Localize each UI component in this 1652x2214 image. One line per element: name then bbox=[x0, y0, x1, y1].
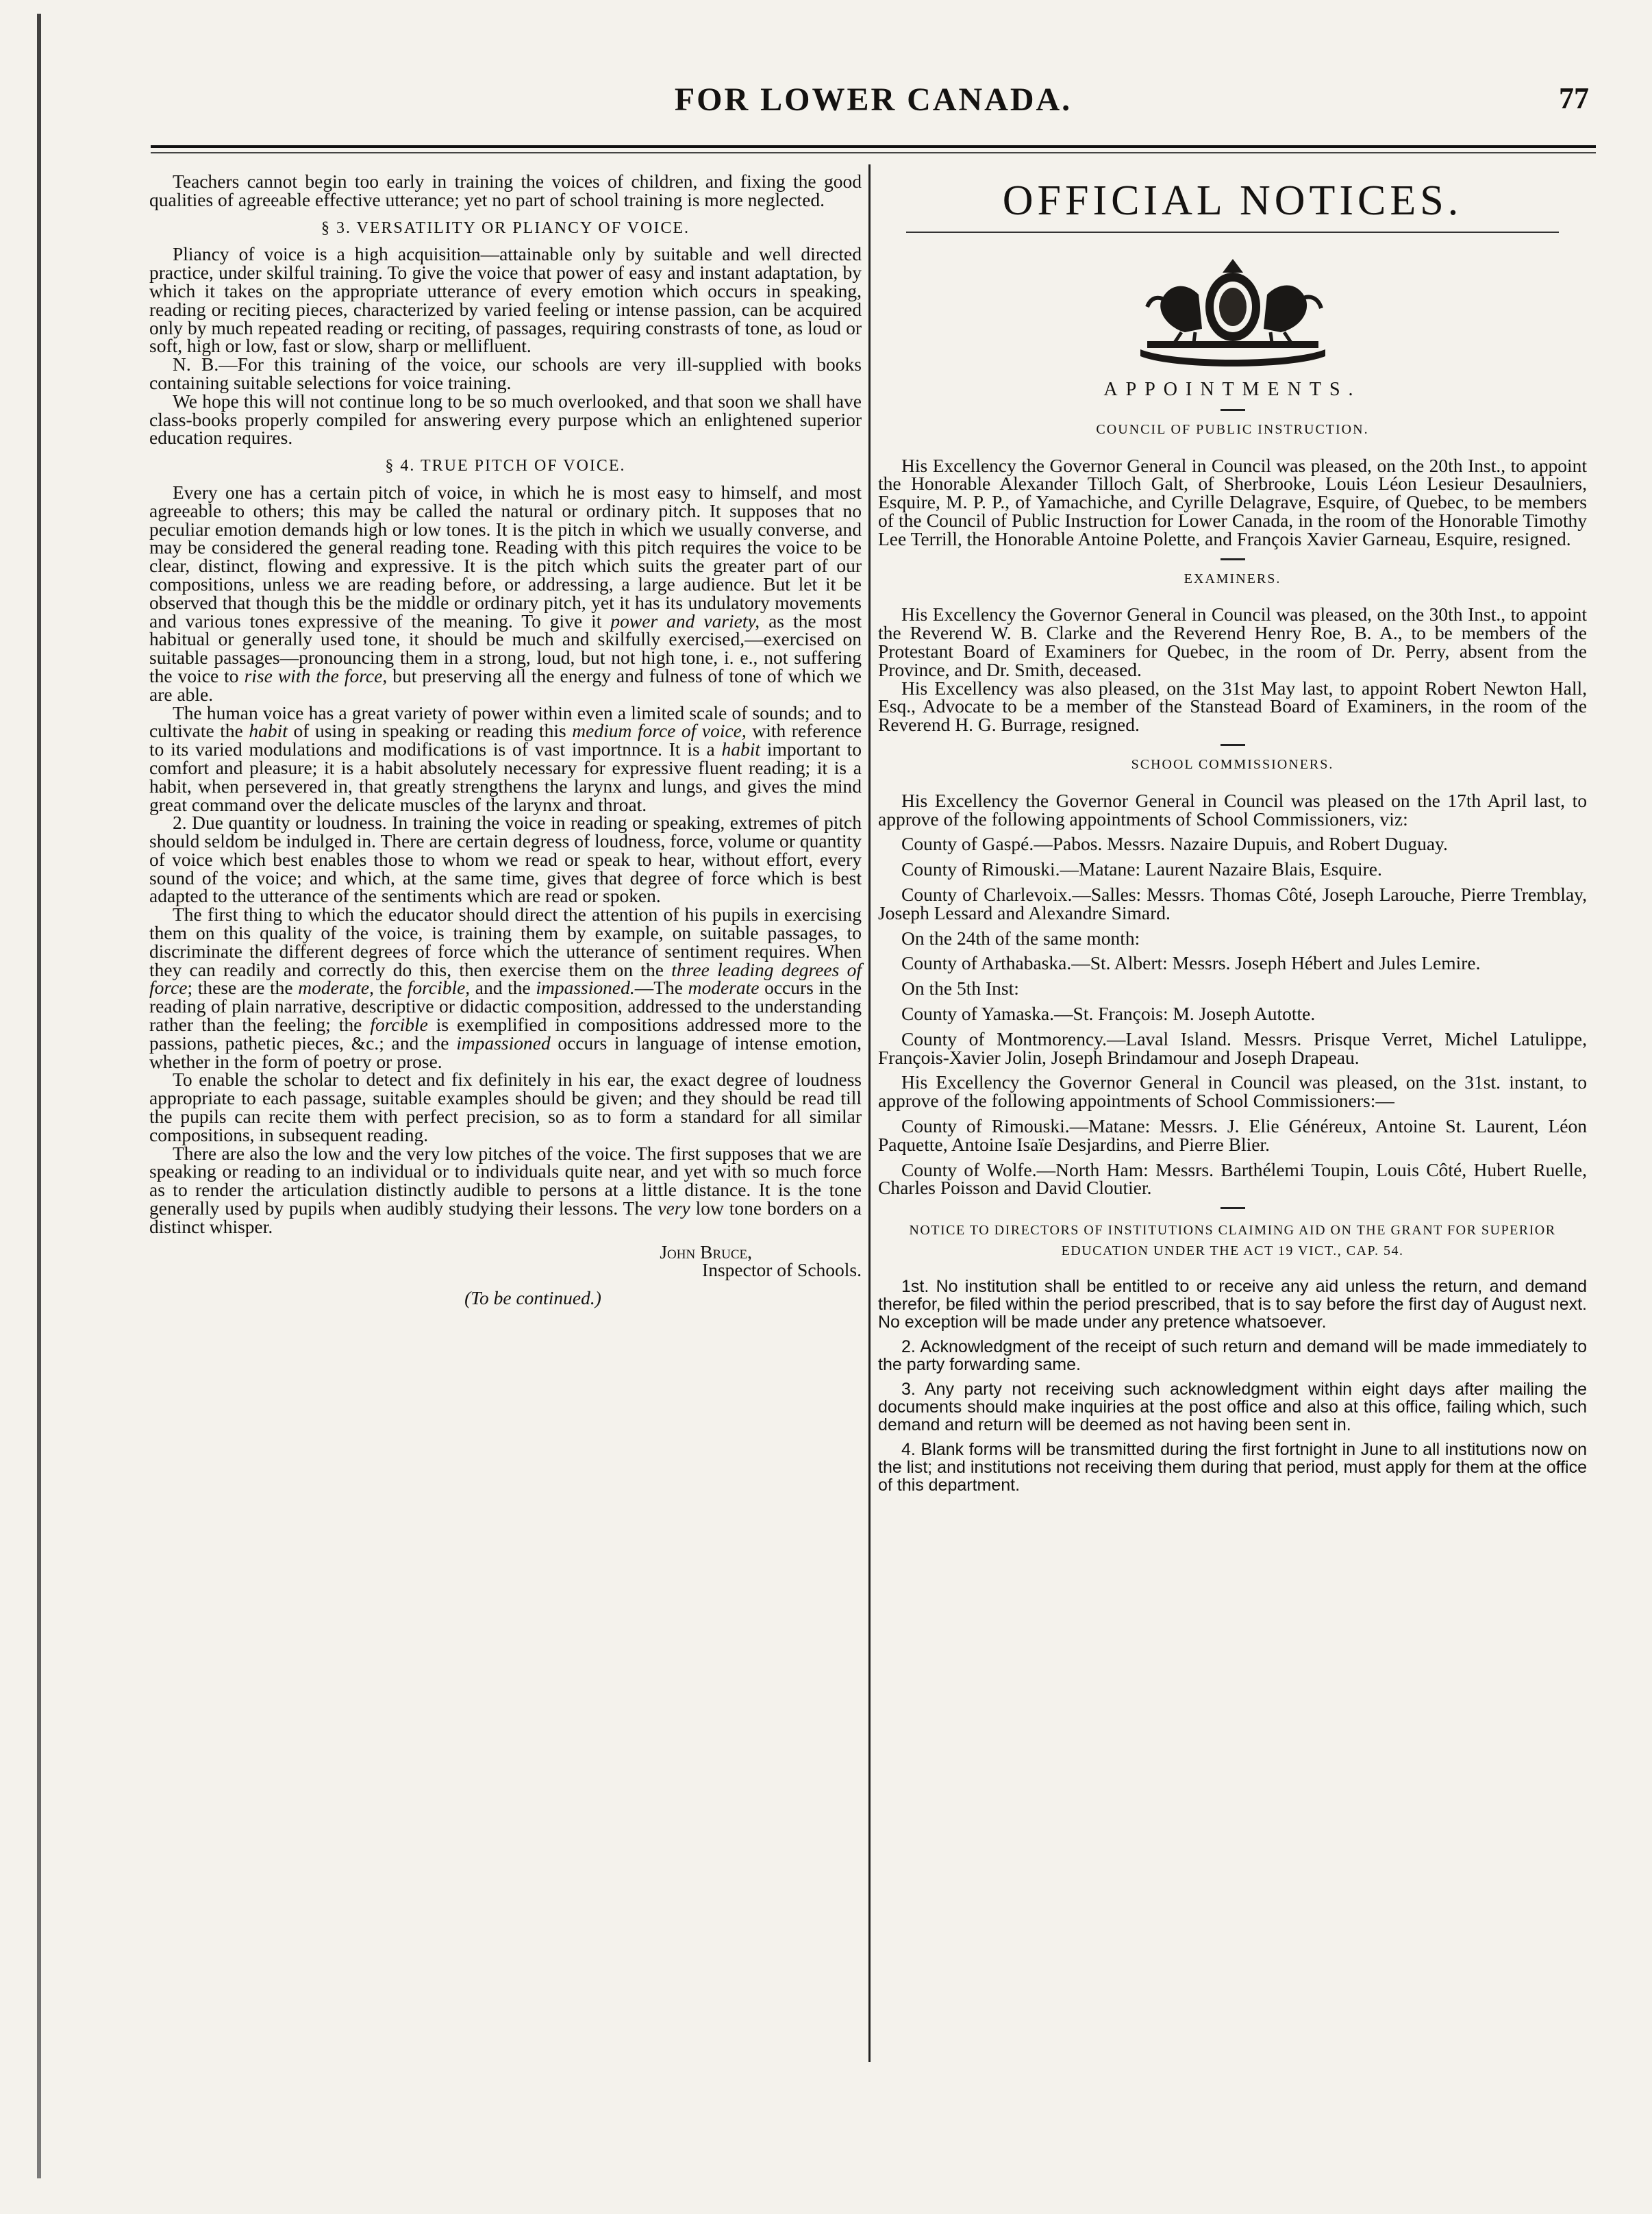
school-paragraph: County of Arthabaska.—St. Albert: Messrs. Joseph Hébert and Jules Lemire. bbox=[901, 952, 1481, 974]
section-dash bbox=[1221, 1207, 1245, 1209]
council-paragraph: His Excellency the Governor General in Council was pleased, on the 20th Inst., to appoint the Honorable Alexander Tilloch Galt, of Sherbrooke, Louis Léon Lesieur Desaulniers, Esquire, M. P. P., of Yamachiche, and Cyrille Delagrave, Esquire, of Quebec, to be members of the Council of Public Instruction for Lower Canada, in the room of the Honorable Timothy Lee Terrill, the Honorable Antoine Polette, and François Xavier Garneau, Esquire, resigned. bbox=[878, 454, 1587, 549]
school-paragraph: County of Yamaska.—St. François: M. Joseph Autotte. bbox=[901, 1002, 1316, 1024]
school-paragraph: County of Gaspé.—Pabos. Messrs. Nazaire Dupuis, and Robert Duguay. bbox=[901, 833, 1448, 855]
council-heading: COUNCIL OF PUBLIC INSTRUCTION. bbox=[1096, 421, 1369, 437]
notice-heading: NOTICE TO DIRECTORS OF INSTITUTIONS CLAIMING AID ON THE GRANT FOR SUPERIOR EDUCATION UNDER THE ACT 19 VICT., CAP. 54. bbox=[909, 1223, 1556, 1259]
section-3-paragraph: Pliancy of voice is a high acquisition—attainable only by suitable and well directed practice, under skilful training. To give the voice that power of easy and instant adaptation, by which it takes on the appropriate utterance of every emotion which occurs in speaking, reading or reciting pieces, characterized by varied feeling or intense passion, can be acquired only by much repeated reading or reciting, of passages, requiring constrasts of tone, as loud or soft, high or low, fast or slow, sharp or mellifluent. bbox=[149, 243, 862, 357]
examiners-paragraph: His Excellency was also pleased, on the 31st May last, to appoint Robert Newton Hall, Esq., Advocate to be a member of the Stanstead Board of Examiners, in the room of the Reverend H. G. Burrage, resigned. bbox=[878, 677, 1587, 736]
section-4-paragraph: 2. Due quantity or loudness. In training the voice in reading or speaking, extremes of pitch should seldom be indulged in. There are certain degress of loudness, force, volume or quantity of voice which best enables those to whom we read or speak to hear, without effort, every sound of the voice; and which, at the same time, gives that degree of force which is best adapted to the utterance of the sentiments which are read or spoken. bbox=[149, 812, 862, 907]
section-4-paragraph: To enable the scholar to detect and fix definitely in his ear, the exact degree of loudness appropriate to each passage, suitable examples should be given; and they should be read till the pupils can recite them with perfect precision, so as to form a standard for all similar compositions, in subsequent reading. bbox=[149, 1069, 862, 1145]
school-commissioners-heading: SCHOOL COMMISSIONERS. bbox=[1131, 756, 1334, 772]
school-paragraph: County of Wolfe.—North Ham: Messrs. Barthélemi Toupin, Louis Côté, Hubert Ruelle, Charles Poisson and David Cloutier. bbox=[878, 1158, 1587, 1199]
school-paragraph: County of Rimouski.—Matane: Messrs. J. Elie Généreux, Antoine St. Laurent, Léon Paquette, Antoine Isaïe Desjardins, and Pierre Blier. bbox=[878, 1115, 1587, 1155]
section-4-paragraph: There are also the low and the very low pitches of the voice. The first supposes that we are speaking or reading to an individual or to individuals quite near, and yet with so much force as to render the articulation distinctly audible to persons at a little distance. It is the tone generally used by pupils when audibly studying their lessons. The very low tone borders on a distinct whisper. bbox=[149, 1142, 862, 1237]
binding-edge bbox=[37, 14, 41, 2178]
school-paragraph: His Excellency the Governor General in Council was pleased on the 17th April last, to approve of the following appointments of School Commissioners, viz: bbox=[878, 789, 1587, 830]
official-notices-title: OFFICIAL NOTICES. bbox=[1002, 177, 1463, 224]
school-paragraph: County of Montmorency.—Laval Island. Messrs. Prisque Verret, Michel Latulippe, François-Xavier Jolin, Joseph Brindamour and Joseph Drapeau. bbox=[878, 1028, 1587, 1068]
section-3-paragraph: We hope this will not continue long to be so much overlooked, and that soon we shall have class-books properly compiled for answering every purpose which an enlightened superior education requires. bbox=[149, 390, 862, 449]
royal-coat-of-arms-icon bbox=[1120, 253, 1346, 370]
column-divider bbox=[868, 164, 871, 2062]
section-4-paragraph: The first thing to which the educator should direct the attention of his pupils in exercising them on this quality of the voice, is training them by example, on suitable passages, to discriminate the different degrees of force which the utterance of sentiment requires. When they can readily and correctly do this, then exercise them on the three leading degrees of force; these are the moderate, the forcible, and the impassioned.—The moderate occurs in the reading of plain narrative, descriptive or didactic composition, addressed to the understanding rather than the feeling; the forcible is exemplified in compositions addressed more to the passions, pathetic pieces, &c.; and the impassioned occurs in language of intense emotion, whether in the form of poetry or prose. bbox=[149, 904, 862, 1072]
appointments-heading: APPOINTMENTS. bbox=[1103, 379, 1362, 400]
section-4-paragraph: Every one has a certain pitch of voice, in which he is most easy to himself, and most agreeable to others; this may be called the natural or ordinary pitch. It supposes that no peculiar emotion demands high or low tones. It is the pitch in which we usually converse, and may be considered the general reading tone. Reading with this pitch requires the voice to be clear, distinct, flowing and expressive. It is the pitch which suits the greater part of our compositions, unless we are reading before, or addressing, a large audience. But let it be observed that though this be the middle or ordinary pitch, yet it has its undulatory movements and various tones expressive of the meaning. To give it power and variety, as the most habitual or generally used tone, it should be much and skilfully exercised,—exercised on suitable passages—pronouncing them in a strong, loud, but not high tone, i. e., not suffering the voice to rise with the force, but preserving all the energy and fulness of tone of which we are able. bbox=[149, 481, 862, 705]
section-dash bbox=[1221, 744, 1245, 746]
page-number: 77 bbox=[1559, 82, 1589, 115]
school-paragraph: On the 5th Inst: bbox=[901, 978, 1019, 999]
running-title: FOR LOWER CANADA. bbox=[674, 82, 1073, 118]
section-4-paragraph: The human voice has a great variety of power within even a limited scale of sounds; and to cultivate the habit of using in speaking or reading this medium force of voice, with reference to its varied modulations and modifications is of vast importnnce. It is a habit important to comfort and pleasure; it is a habit absolutely necessary for expressive fluent reading; it is a habit, when persevered in, that greatly strengthens the larynx and lungs, and gives the mind great command over the delicate muscles of the larynx and throat. bbox=[149, 701, 862, 815]
right-column bbox=[878, 173, 1587, 1501]
school-paragraph: His Excellency the Governor General in Council was pleased, on the 31st. instant, to approve of the following appointments of School Commissioners:— bbox=[878, 1071, 1587, 1112]
intro-paragraph: Teachers cannot begin too early in training the voices of children, and fixing the good qualities of agreeable effective utterance; yet no part of school training is more neglected. bbox=[149, 171, 862, 210]
left-column bbox=[149, 173, 862, 1308]
section-dash bbox=[1221, 558, 1245, 560]
notice-item: 1st. No institution shall be entitled to or receive any aid unless the return, and demand therefor, be filed within the period prescribed, that is to say before the first day of August next. No exception will be made under any pretence whatsoever. bbox=[878, 1277, 1587, 1332]
notice-item: 2. Acknowledgment of the receipt of such return and demand will be made immediately to the party forwarding same. bbox=[878, 1337, 1587, 1375]
notice-item: 4. Blank forms will be transmitted during the first fortnight in June to all institutions now on the list; and institutions not receiving them during that period, must apply for them at the office of this department. bbox=[878, 1440, 1587, 1495]
continued-note: (To be continued.) bbox=[464, 1287, 601, 1309]
school-paragraph: County of Rimouski.—Matane: Laurent Nazaire Blais, Esquire. bbox=[901, 858, 1382, 880]
school-paragraph: On the 24th of the same month: bbox=[901, 927, 1140, 949]
examiners-heading: EXAMINERS. bbox=[1184, 571, 1281, 586]
section-dash bbox=[1221, 409, 1245, 411]
signature-role: Inspector of Schools. bbox=[702, 1259, 862, 1281]
section-3-heading: § 3. VERSATILITY OR PLIANCY OF VOICE. bbox=[321, 219, 690, 237]
examiners-paragraph: His Excellency the Governor General in Council was pleased, on the 30th Inst., to appoint the Reverend W. B. Clarke and the Reverend Henry Roe, B. A., to be members of the Protestant Board of Examiners for Quebec, in the room of Dr. Perry, absent from the Province, and Dr. Smith, deceased. bbox=[878, 604, 1587, 680]
notice-item: 3. Any party not receiving such acknowledgment within eight days after mailing the documents should make inquiries at the post office and also at this office, failing which, such demand and return will be deemed as not having been sent in. bbox=[878, 1380, 1587, 1435]
page-header bbox=[151, 81, 1596, 136]
header-rule-thin bbox=[151, 152, 1596, 153]
school-paragraph: County of Charlevoix.—Salles: Messrs. Thomas Côté, Joseph Larouche, Pierre Tremblay, Joseph Lessard and Alexandre Simard. bbox=[878, 883, 1587, 923]
signature-name: John Bruce, bbox=[660, 1241, 752, 1263]
section-4-heading: § 4. TRUE PITCH OF VOICE. bbox=[385, 457, 626, 475]
header-rule bbox=[151, 145, 1596, 148]
section-3-note: N. B.—For this training of the voice, our schools are very ill-supplied with books containing suitable selections for voice training. bbox=[149, 353, 862, 393]
title-rule bbox=[906, 232, 1558, 233]
